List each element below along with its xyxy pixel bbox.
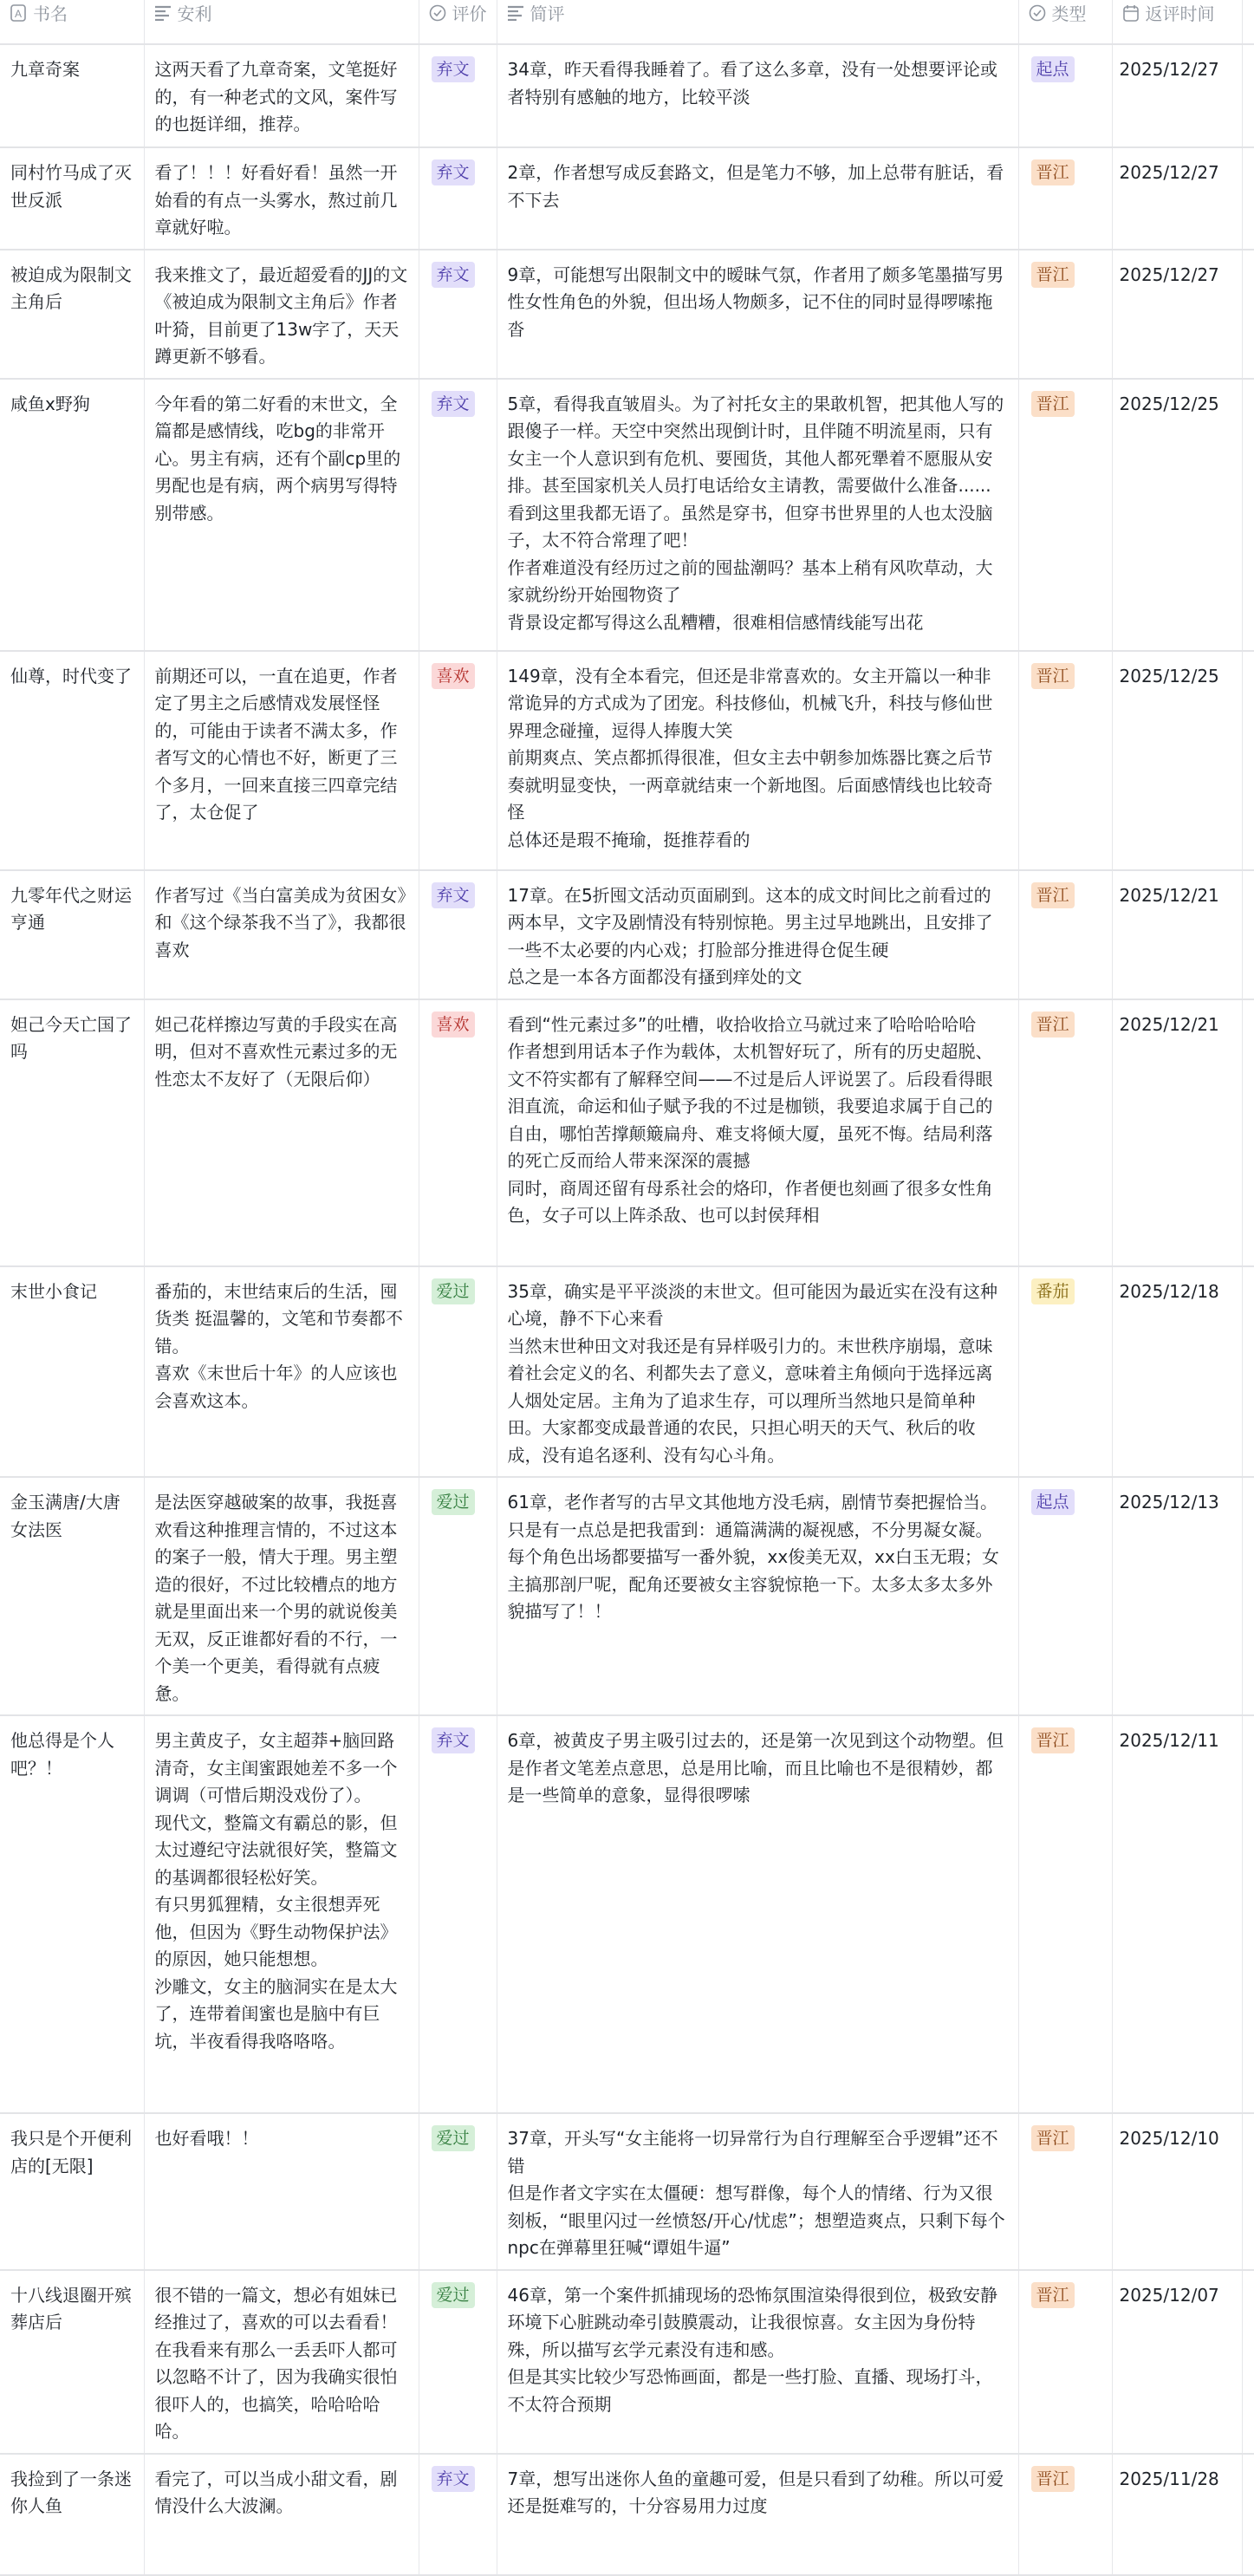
col-header-rating[interactable]: 评价 xyxy=(419,0,497,44)
cell-rating[interactable] xyxy=(419,999,497,1266)
cell-recommend[interactable]: 我来推文了，最近超爱看的JJ的文《被迫成为限制文主角后》作者叶猗，目前更了13w字了，天天蹲更新不够看。 xyxy=(144,250,419,379)
cell-recommend[interactable]: 很不错的一篇文，想必有姐妹已经推过了，喜欢的可以去看看！在我看来有那么一丢丢吓人都可以忽略不计了，因为我确实很怕很吓人的，也搞笑，哈哈哈哈哈。 xyxy=(144,2270,419,2454)
cell-recommend[interactable]: 也好看哦！！ xyxy=(144,2113,419,2270)
table-row[interactable] xyxy=(0,651,1254,870)
cell-date[interactable]: 2025/12/25 xyxy=(1112,379,1242,651)
cell-extra xyxy=(1242,2454,1254,2575)
rating-tag: 弃文 xyxy=(432,159,475,185)
cell-date[interactable]: 2025/11/28 xyxy=(1112,2454,1242,2575)
cell-rating[interactable] xyxy=(419,1266,497,1478)
cell-date[interactable]: 2025/12/18 xyxy=(1112,1266,1242,1478)
rating-tag: 弃文 xyxy=(432,262,475,288)
cell-type[interactable] xyxy=(1018,1715,1112,2113)
cell-title[interactable]: 咸鱼x野狗 xyxy=(0,379,144,651)
cell-review[interactable]: 5章，看得我直皱眉头。为了衬托女主的果敢机智，把其他人写的跟傻子一样。天空中突然出现倒计时，且伴随不明流星雨，只有女主一个人意识到有危机、要囤货，其他人都死犟着不愿服从安排。甚至国家机关人员打电话给女主请教，需要做什么准备......看到这里我都无语了。虽然是穿书，但穿书世界里的人也太没脑子，太不符合常理了吧！ 作者难道没有经历过之前的囤盐潮吗？基本上稍有风吹草动，大家就纷纷开始囤物资了 背景设定都写得这么乱糟糟，很难相信感情线能写出花 xyxy=(497,379,1018,651)
svg-text:A: A xyxy=(14,7,23,20)
rating-tag: 爱过 xyxy=(432,2125,475,2151)
cell-review[interactable]: 35章，确实是平平淡淡的末世文。但可能因为最近实在没有这种心境，静不下心来看 当然末世种田文对我还是有异样吸引力的。末世秩序崩塌，意味着社会定义的名、利都失去了意义，意味着主角倾向于选择远离人烟处定居。主角为了追求生存，可以理所当然地只是简单种田。大家都变成最普通的农民，只担心明天的天气、秋后的收成，没有追名逐利、没有勾心斗角。 xyxy=(497,1266,1018,1478)
table-row[interactable] xyxy=(0,44,1254,147)
header-row xyxy=(0,0,1254,44)
cell-title[interactable]: 同村竹马成了灭世反派 xyxy=(0,147,144,250)
cell-extra xyxy=(1242,44,1254,147)
cell-review[interactable]: 2章，作者想写成反套路文，但是笔力不够，加上总带有脏话，看不下去 xyxy=(497,147,1018,250)
col-header-recommend[interactable]: 安利 xyxy=(144,0,419,44)
cell-type[interactable] xyxy=(1018,651,1112,870)
cell-rating[interactable] xyxy=(419,651,497,870)
rating-tag: 喜欢 xyxy=(432,1012,475,1038)
text-field-icon xyxy=(9,3,28,23)
type-tag: 晋江 xyxy=(1031,2466,1075,2492)
cell-review[interactable]: 6章，被黄皮子男主吸引过去的，还是第一次见到这个动物塑。但是作者文笔差点意思，总是用比喻，而且比喻也不是很精妙，都是一些简单的意象，显得很啰嗦 xyxy=(497,1715,1018,2113)
cell-extra xyxy=(1242,651,1254,870)
rating-tag: 喜欢 xyxy=(432,663,475,689)
cell-rating[interactable] xyxy=(419,379,497,651)
rating-tag: 爱过 xyxy=(432,2282,475,2308)
col-header-title[interactable]: A 书名 xyxy=(0,0,144,44)
cell-rating[interactable] xyxy=(419,250,497,379)
table-row[interactable] xyxy=(0,870,1254,999)
cell-type[interactable] xyxy=(1018,44,1112,147)
cell-type[interactable] xyxy=(1018,2113,1112,2270)
cell-title[interactable]: 仙尊，时代变了 xyxy=(0,651,144,870)
type-tag: 晋江 xyxy=(1031,663,1075,689)
cell-date[interactable]: 2025/12/13 xyxy=(1112,1477,1242,1715)
cell-extra xyxy=(1242,870,1254,999)
type-tag: 晋江 xyxy=(1031,1012,1075,1038)
cell-extra xyxy=(1242,2270,1254,2454)
cell-date[interactable]: 2025/12/21 xyxy=(1112,999,1242,1266)
cell-recommend[interactable]: 前期还可以，一直在追更，作者定了男主之后感情戏发展怪怪的，可能由于读者不满太多，作者写文的心情也不好，断更了三个多月，一回来直接三四章完结了，太仓促了 xyxy=(144,651,419,870)
type-tag: 晋江 xyxy=(1031,391,1075,417)
cell-review[interactable]: 7章，想写出迷你人鱼的童趣可爱，但是只看到了幼稚。所以可爱还是挺难写的，十分容易用力过度 xyxy=(497,2454,1018,2575)
col-header-type[interactable]: 类型 xyxy=(1018,0,1112,44)
type-tag: 起点 xyxy=(1031,56,1075,82)
cell-review[interactable]: 17章。在5折囤文活动页面刷到。这本的成文时间比之前看过的两本早，文字及剧情没有特别惊艳。男主过早地跳出，且安排了一些不太必要的内心戏；打脸部分推进得仓促生硬 总之是一本各方面都没有搔到痒处的文 xyxy=(497,870,1018,999)
col-header-review[interactable]: 简评 xyxy=(497,0,1018,44)
cell-recommend[interactable]: 今年看的第二好看的末世文，全篇都是感情线，吃bg的非常开心。男主有病，还有个副cp里的男配也是有病，两个病男写得特别带感。 xyxy=(144,379,419,651)
cell-rating[interactable] xyxy=(419,2454,497,2575)
table-row[interactable] xyxy=(0,147,1254,250)
cell-type[interactable] xyxy=(1018,147,1112,250)
cell-date[interactable]: 2025/12/07 xyxy=(1112,2270,1242,2454)
cell-title[interactable]: 被迫成为限制文主角后 xyxy=(0,250,144,379)
rating-tag: 弃文 xyxy=(432,1727,475,1753)
cell-review[interactable]: 9章，可能想写出限制文中的暧昧气氛，作者用了颇多笔墨描写男性女性角色的外貌，但出场人物颇多，记不住的同时显得啰嗦拖沓 xyxy=(497,250,1018,379)
cell-type[interactable] xyxy=(1018,870,1112,999)
col-header-extra xyxy=(1242,0,1254,44)
cell-date[interactable]: 2025/12/27 xyxy=(1112,250,1242,379)
cell-review[interactable]: 61章，老作者写的古早文其他地方没毛病，剧情节奏把握恰当。只是有一点总是把我雷到：通篇满满的凝视感，不分男凝女凝。每个角色出场都要描写一番外貌，xx俊美无双，xx白玉无瑕；女主搞那剖尸呢，配角还要被女主容貌惊艳一下。太多太多太多外貌描写了！！ xyxy=(497,1477,1018,1715)
type-tag: 晋江 xyxy=(1031,882,1075,908)
type-tag: 晋江 xyxy=(1031,262,1075,288)
cell-type[interactable] xyxy=(1018,1477,1112,1715)
cell-date[interactable]: 2025/12/27 xyxy=(1112,44,1242,147)
rating-tag: 弃文 xyxy=(432,391,475,417)
multiline-text-icon xyxy=(153,3,172,23)
type-tag: 晋江 xyxy=(1031,1727,1075,1753)
cell-review[interactable]: 149章，没有全本看完，但还是非常喜欢的。女主开篇以一种非常诡异的方式成为了团宠。科技修仙，机械飞升，科技与修仙世界理念碰撞，逗得人捧腹大笑 前期爽点、笑点都抓得很准，但女主去中朝参加炼器比赛之后节奏就明显变快，一两章就结束一个新地图。后面感情线也比较奇怪 总体还是瑕不掩瑜，挺推荐看的 xyxy=(497,651,1018,870)
col-header-date[interactable]: 返评时间 xyxy=(1112,0,1242,44)
table-row[interactable] xyxy=(0,999,1254,1266)
type-tag: 晋江 xyxy=(1031,2125,1075,2151)
single-select-icon xyxy=(428,3,447,23)
cell-extra xyxy=(1242,1266,1254,1478)
cell-date[interactable]: 2025/12/27 xyxy=(1112,147,1242,250)
rating-tag: 弃文 xyxy=(432,882,475,908)
cell-recommend[interactable]: 这两天看了九章奇案，文笔挺好的，有一种老式的文风，案件写的也挺详细，推荐。 xyxy=(144,44,419,147)
table-row[interactable] xyxy=(0,250,1254,379)
cell-review[interactable]: 37章，开头写“女主能将一切异常行为自行理解至合乎逻辑”还不错 但是作者文字实在太僵硬：想写群像，每个人的情绪、行为又很刻板，“眼里闪过一丝愤怒/开心/忧虑”；想塑造爽点，只剩下每个npc在弹幕里狂喊“谭姐牛逼” xyxy=(497,2113,1018,2270)
cell-extra xyxy=(1242,2113,1254,2270)
cell-rating[interactable] xyxy=(419,1477,497,1715)
type-tag: 晋江 xyxy=(1031,2282,1075,2308)
cell-date[interactable]: 2025/12/10 xyxy=(1112,2113,1242,2270)
table-row[interactable] xyxy=(0,2454,1254,2575)
rating-tag: 弃文 xyxy=(432,2466,475,2492)
cell-recommend[interactable]: 是法医穿越破案的故事，我挺喜欢看这种推理言情的，不过这本的案子一般，情大于理。男主塑造的很好，不过比较槽点的地方就是里面出来一个男的就说俊美无双，反正谁都好看的不行，一个美一个更美，看得就有点疲惫。 xyxy=(144,1477,419,1715)
cell-review[interactable]: 46章，第一个案件抓捕现场的恐怖氛围渲染得很到位，极致安静环境下心脏跳动牵引鼓膜震动，让我很惊喜。女主因为身份特殊，所以描写玄学元素没有违和感。 但是其实比较少写恐怖画面，都是一些打脸、直播、现场打斗，不太符合预期 xyxy=(497,2270,1018,2454)
cell-extra xyxy=(1242,1477,1254,1715)
rating-tag: 爱过 xyxy=(432,1489,475,1515)
single-select-icon xyxy=(1028,3,1047,23)
type-tag: 起点 xyxy=(1031,1489,1075,1515)
rating-tag: 弃文 xyxy=(432,56,475,82)
table-row[interactable] xyxy=(0,2270,1254,2454)
cell-title[interactable]: 末世小食记 xyxy=(0,1266,144,1478)
cell-rating[interactable] xyxy=(419,147,497,250)
cell-type[interactable] xyxy=(1018,379,1112,651)
cell-type[interactable] xyxy=(1018,999,1112,1266)
cell-rating[interactable] xyxy=(419,870,497,999)
table-row[interactable] xyxy=(0,1266,1254,1478)
cell-review[interactable]: 看到“性元素过多”的吐槽，收拾收拾立马就过来了哈哈哈哈哈 作者想到用话本子作为载体，太机智好玩了，所有的历史超脱、文不符实都有了解释空间——不过是后人评说罢了。后段看得眼泪直流，命运和仙子赋予我的不过是枷锁，我要追求属于自己的自由，哪怕苦撑颠簸扁舟、难支将倾大厦，虽死不悔。结局利落的死亡反而给人带来深深的震撼 同时，商周还留有母系社会的烙印，作者便也刻画了很多女性角色，女子可以上阵杀敌、也可以封侯拜相 xyxy=(497,999,1018,1266)
cell-title[interactable]: 金玉满唐/大唐女法医 xyxy=(0,1477,144,1715)
cell-title[interactable]: 我捡到了一条迷你人鱼 xyxy=(0,2454,144,2575)
cell-type[interactable] xyxy=(1018,250,1112,379)
cell-rating[interactable] xyxy=(419,1715,497,2113)
cell-rating[interactable] xyxy=(419,44,497,147)
table-row[interactable] xyxy=(0,2113,1254,2270)
cell-rating[interactable] xyxy=(419,2270,497,2454)
cell-extra xyxy=(1242,250,1254,379)
cell-recommend[interactable]: 作者写过《当白富美成为贫困女》和《这个绿茶我不当了》，我都很喜欢 xyxy=(144,870,419,999)
cell-extra xyxy=(1242,1715,1254,2113)
cell-title[interactable]: 十八线退圈开殡葬店后 xyxy=(0,2270,144,2454)
cell-extra xyxy=(1242,999,1254,1266)
table-row[interactable] xyxy=(0,1715,1254,2113)
multiline-text-icon xyxy=(506,3,525,23)
cell-title[interactable]: 九章奇案 xyxy=(0,44,144,147)
cell-date[interactable]: 2025/12/25 xyxy=(1112,651,1242,870)
calendar-icon xyxy=(1121,3,1140,23)
cell-extra xyxy=(1242,147,1254,250)
table-row[interactable] xyxy=(0,379,1254,651)
cell-title[interactable]: 我只是个开便利店的[无限] xyxy=(0,2113,144,2270)
cell-title[interactable]: 妲己今天亡国了吗 xyxy=(0,999,144,1266)
type-tag: 番茄 xyxy=(1031,1278,1075,1304)
cell-recommend[interactable]: 妲己花样擦边写黄的手段实在高明，但对不喜欢性元素过多的无性恋太不友好了（无限后仰） xyxy=(144,999,419,1266)
cell-extra xyxy=(1242,379,1254,651)
cell-title[interactable]: 他总得是个人吧？！ xyxy=(0,1715,144,2113)
cell-type[interactable] xyxy=(1018,2454,1112,2575)
cell-rating[interactable] xyxy=(419,2113,497,2270)
cell-review[interactable]: 34章，昨天看得我睡着了。看了这么多章，没有一处想要评论或者特别有感触的地方，比较平淡 xyxy=(497,44,1018,147)
table-row[interactable] xyxy=(0,1477,1254,1715)
cell-title[interactable]: 九零年代之财运亨通 xyxy=(0,870,144,999)
rating-tag: 爱过 xyxy=(432,1278,475,1304)
type-tag: 晋江 xyxy=(1031,159,1075,185)
cell-recommend[interactable]: 看了！！！好看好看！虽然一开始看的有点一头雾水，熬过前几章就好啦。 xyxy=(144,147,419,250)
cell-recommend[interactable]: 男主黄皮子，女主超莽+脑回路清奇，女主闺蜜跟她差不多一个调调（可惜后期没戏份了）。 现代文，整篇文有霸总的影，但太过遵纪守法就很好笑，整篇文的基调都很轻松好笑。 有只男狐狸精，女主很想弄死他，但因为《野生动物保护法》的原因，她只能想想。 沙雕文，女主的脑洞实在是太大了，连带着闺蜜也是脑中有巨坑，半夜看得我咯咯咯。 xyxy=(144,1715,419,2113)
cell-date[interactable]: 2025/12/21 xyxy=(1112,870,1242,999)
cell-recommend[interactable]: 番茄的，末世结束后的生活，囤货类 挺温馨的，文笔和节奏都不错。 喜欢《末世后十年》的人应该也会喜欢这本。 xyxy=(144,1266,419,1478)
cell-type[interactable] xyxy=(1018,1266,1112,1478)
cell-date[interactable]: 2025/12/11 xyxy=(1112,1715,1242,2113)
cell-type[interactable] xyxy=(1018,2270,1112,2454)
cell-recommend[interactable]: 看完了，可以当成小甜文看，剧情没什么大波澜。 xyxy=(144,2454,419,2575)
